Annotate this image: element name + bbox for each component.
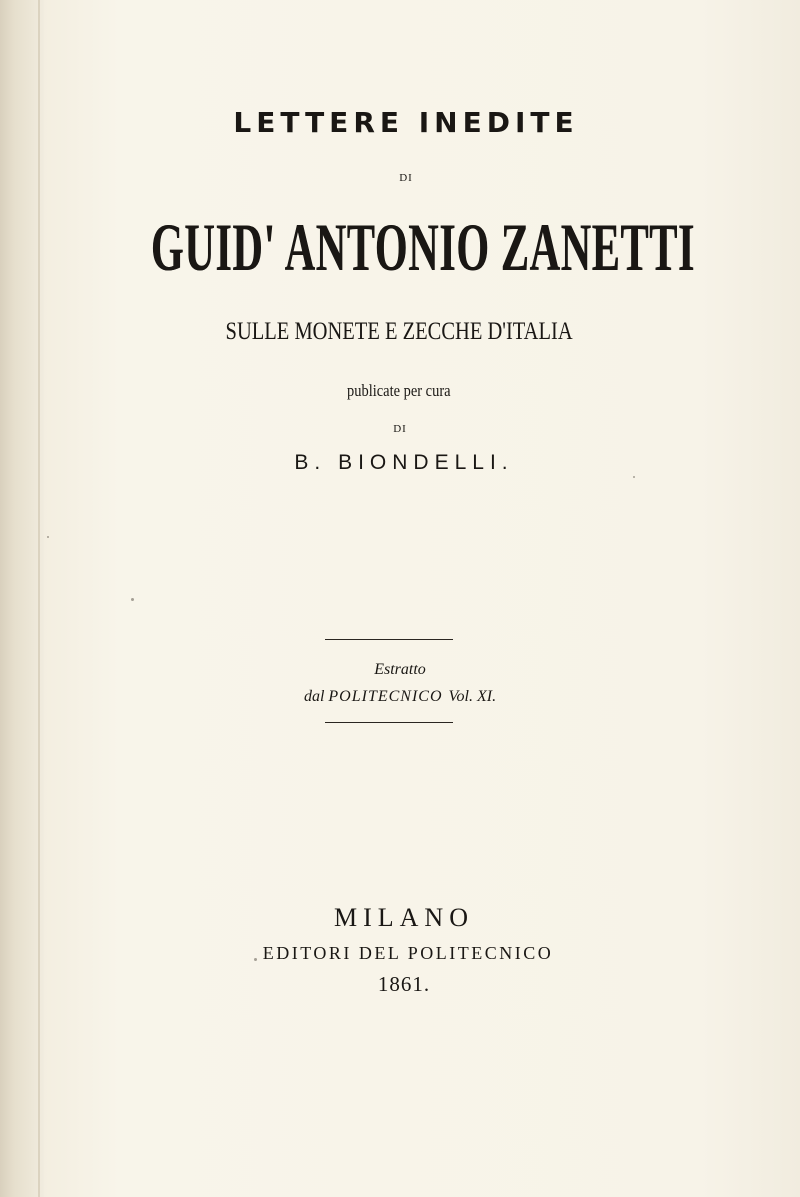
- excerpt-prefix: dal: [303, 688, 325, 705]
- edited-by-note: publicate per cura: [347, 381, 451, 400]
- subject-line: SULLE MONETE E ZECCHE D'ITALIA: [225, 318, 573, 345]
- editor-name: B. BIONDELLI.: [294, 451, 514, 474]
- journal-name: POLITECNICO: [328, 688, 443, 705]
- preposition-di: DI: [399, 172, 413, 184]
- author-name: GUID' ANTONIO ZANETTI: [150, 209, 695, 285]
- imprint-year: 1861.: [377, 972, 431, 996]
- imprint-publisher: EDITORI DEL POLITECNICO: [262, 943, 554, 963]
- imprint-city: MILANO: [334, 903, 474, 932]
- paper-speck: [254, 958, 257, 961]
- paper-speck: [633, 476, 635, 478]
- paper-speck: [131, 598, 134, 601]
- preposition-di-2: DI: [393, 423, 407, 435]
- bottom-rule: [325, 722, 453, 723]
- paper-speck: [47, 536, 49, 538]
- top-rule: [325, 639, 453, 640]
- excerpt-source: [0, 688, 800, 706]
- excerpt-label: Estratto: [374, 661, 426, 678]
- journal-volume: Vol. XI.: [448, 688, 497, 705]
- main-heading: LETTERE INEDITE: [233, 106, 579, 139]
